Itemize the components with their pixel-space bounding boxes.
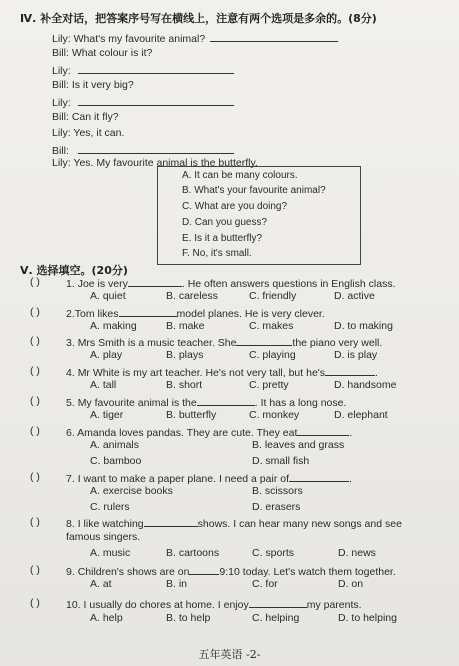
- answer-blank[interactable]: [128, 276, 182, 287]
- question-number: 6.: [66, 427, 75, 439]
- stem-text: . It has a long nose.: [254, 397, 347, 409]
- answer-blank[interactable]: [144, 516, 198, 527]
- page-footer: 五年英语 -2-: [198, 648, 261, 661]
- question-stem: [66, 365, 378, 379]
- choice-c[interactable]: C. bamboo: [90, 455, 142, 467]
- question-number: 10.: [66, 599, 81, 611]
- choice-b[interactable]: B. careless: [166, 290, 218, 302]
- choice-b[interactable]: B. make: [166, 320, 205, 332]
- answer-parens[interactable]: ( ): [30, 597, 40, 609]
- choice-c[interactable]: C. monkey: [249, 409, 300, 421]
- answer-blank[interactable]: [78, 143, 234, 154]
- question-stem: [66, 597, 362, 611]
- speaker: Bill:: [52, 79, 69, 91]
- choice-c[interactable]: C. for: [252, 578, 278, 590]
- answer-blank[interactable]: [325, 365, 375, 376]
- option-b: B. What's your favourite animal?: [182, 185, 326, 196]
- stem-text: Amanda loves pandas. They are cute. They eat: [77, 427, 298, 439]
- dialogue-text: What's my favourite animal?: [73, 33, 206, 45]
- choice-b[interactable]: B. butterfly: [166, 409, 217, 421]
- dialogue-line-3: [52, 63, 234, 77]
- question-stem: [66, 425, 352, 439]
- choice-c[interactable]: C. makes: [249, 320, 294, 332]
- question-number: 3.: [66, 337, 75, 349]
- stem-text: I want to make a paper plane. I need a pair of: [77, 473, 289, 485]
- choice-d[interactable]: D. small fish: [252, 455, 310, 467]
- option-f: F. No, it's small.: [182, 248, 252, 259]
- answer-blank[interactable]: [78, 95, 234, 106]
- choice-d[interactable]: D. active: [334, 290, 375, 302]
- question-stem: [66, 276, 395, 290]
- stem-text: My favourite animal is the: [77, 397, 197, 409]
- answer-parens[interactable]: ( ): [30, 425, 40, 437]
- choice-a[interactable]: A. play: [90, 349, 123, 361]
- answer-blank[interactable]: [119, 306, 177, 317]
- stem-text: I usually do chores at home. I enjoy: [83, 599, 249, 611]
- choice-c[interactable]: C. playing: [249, 349, 296, 361]
- answer-parens[interactable]: ( ): [30, 395, 40, 407]
- question-number: 9.: [66, 566, 75, 578]
- dialogue-line-8: [52, 143, 234, 157]
- choice-d[interactable]: D. is play: [334, 349, 378, 361]
- speaker: Bill:: [52, 47, 69, 59]
- dialogue-text: Yes, it can.: [73, 127, 125, 139]
- dialogue-text: Is it very big?: [71, 79, 134, 91]
- option-d: D. Can you guess?: [182, 217, 268, 228]
- options-box: [157, 166, 361, 265]
- answer-blank[interactable]: [289, 471, 349, 482]
- stem-text: .: [375, 367, 378, 379]
- choice-d[interactable]: D. to making: [334, 320, 393, 332]
- stem-text: I like watching: [77, 518, 144, 530]
- stem-text: my parents.: [306, 599, 362, 611]
- choice-d[interactable]: D. on: [338, 578, 364, 590]
- choice-a[interactable]: A. at: [90, 578, 112, 590]
- option-e: E. Is it a butterfly?: [182, 233, 263, 244]
- dialogue-text: What colour is it?: [71, 47, 153, 59]
- answer-blank[interactable]: [236, 335, 292, 346]
- choice-a[interactable]: A. animals: [90, 439, 140, 451]
- choice-b[interactable]: B. scissors: [252, 485, 303, 497]
- choice-b[interactable]: B. to help: [166, 612, 211, 624]
- choice-a[interactable]: A. quiet: [90, 290, 126, 302]
- choice-b[interactable]: B. in: [166, 578, 188, 590]
- dialogue-line-6: [52, 111, 119, 123]
- dialogue-text: Can it fly?: [71, 111, 119, 123]
- answer-blank[interactable]: [249, 597, 307, 608]
- answer-parens[interactable]: ( ): [30, 335, 40, 347]
- section-5-title: Ⅴ. 选择填空。(20分): [20, 264, 128, 277]
- choice-d[interactable]: D. news: [338, 547, 376, 559]
- speaker: Lily:: [52, 65, 71, 77]
- stem-text: the piano very well.: [292, 337, 383, 349]
- dialogue-line-5: [52, 95, 234, 109]
- choice-d[interactable]: D. erasers: [252, 501, 301, 513]
- question-number: 8.: [66, 518, 75, 530]
- answer-parens[interactable]: ( ): [30, 564, 40, 576]
- speaker: Lily:: [52, 157, 71, 169]
- choice-c[interactable]: C. helping: [252, 612, 300, 624]
- answer-blank[interactable]: [197, 395, 255, 406]
- choice-a[interactable]: A. help: [90, 612, 123, 624]
- speaker: Lily:: [52, 127, 71, 139]
- answer-blank[interactable]: [210, 31, 338, 42]
- choice-b[interactable]: B. plays: [166, 349, 204, 361]
- stem-text: 9:10 today. Let's watch them together.: [219, 566, 396, 578]
- choice-a[interactable]: A. tall: [90, 379, 117, 391]
- answer-parens[interactable]: ( ): [30, 276, 40, 288]
- answer-parens[interactable]: ( ): [30, 516, 40, 528]
- choice-a[interactable]: A. making: [90, 320, 137, 332]
- choice-c[interactable]: C. friendly: [249, 290, 297, 302]
- dialogue-line-2: [52, 47, 152, 59]
- answer-blank[interactable]: [189, 564, 219, 575]
- option-a: A. It can be many colours.: [182, 170, 298, 181]
- choice-d[interactable]: D. handsome: [334, 379, 397, 391]
- choice-a[interactable]: A. tiger: [90, 409, 124, 421]
- speaker: Bill:: [52, 145, 69, 157]
- stem-text: Joe is very: [77, 278, 128, 290]
- dialogue-text: Yes. My favourite animal is the butterfly.: [73, 157, 258, 169]
- answer-parens[interactable]: ( ): [30, 306, 40, 318]
- answer-blank[interactable]: [78, 63, 234, 74]
- question-continuation: famous singers.: [66, 531, 141, 543]
- choice-a[interactable]: A. exercise books: [90, 485, 173, 497]
- stem-text: Children's shows are on: [77, 566, 190, 578]
- choice-d[interactable]: D. elephant: [334, 409, 388, 421]
- question-stem: [66, 335, 382, 349]
- stem-text: . He often answers questions in English class.: [181, 278, 396, 290]
- question-number: 1.: [66, 278, 75, 290]
- choice-b[interactable]: B. leaves and grass: [252, 439, 345, 451]
- stem-text: shows. I can hear many new songs and see: [197, 518, 402, 530]
- speaker: Lily:: [52, 33, 71, 45]
- question-number: 5.: [66, 397, 75, 409]
- stem-text: Tom likes: [74, 308, 119, 320]
- question-stem: [66, 306, 325, 320]
- speaker: Lily:: [52, 97, 71, 109]
- choice-b[interactable]: B. cartoons: [166, 547, 220, 559]
- choice-c[interactable]: C. sports: [252, 547, 295, 559]
- stem-text: model planes. He is very clever.: [176, 308, 325, 320]
- dialogue-line-4: [52, 79, 134, 91]
- speaker: Bill:: [52, 111, 69, 123]
- question-number: 2.: [66, 308, 75, 320]
- choice-c[interactable]: C. rulers: [90, 501, 130, 513]
- stem-text: Mrs Smith is a music teacher. She: [77, 337, 237, 349]
- choice-b[interactable]: B. short: [166, 379, 203, 391]
- question-stem: [66, 564, 396, 578]
- stem-text: .: [349, 427, 353, 439]
- answer-parens[interactable]: ( ): [30, 365, 40, 377]
- question-number: 7.: [66, 473, 75, 485]
- choice-a[interactable]: A. music: [90, 547, 131, 559]
- choice-c[interactable]: C. pretty: [249, 379, 289, 391]
- stem-text: Mr White is my art teacher. He's not very tall, but he's: [77, 367, 326, 379]
- question-number: 4.: [66, 367, 75, 379]
- answer-parens[interactable]: ( ): [30, 471, 40, 483]
- answer-blank[interactable]: [297, 425, 349, 436]
- option-c: C. What are you doing?: [182, 201, 288, 212]
- section-4-title: Ⅳ. 补全对话，把答案序号写在横线上，注意有两个选项是多余的。(8分): [20, 12, 377, 25]
- question-stem: [66, 471, 352, 485]
- dialogue-line-7: [52, 127, 124, 139]
- choice-d[interactable]: D. to helping: [338, 612, 397, 624]
- question-stem: [66, 516, 402, 530]
- stem-text: .: [349, 473, 352, 485]
- question-stem: [66, 395, 346, 409]
- dialogue-line-1: [52, 31, 338, 45]
